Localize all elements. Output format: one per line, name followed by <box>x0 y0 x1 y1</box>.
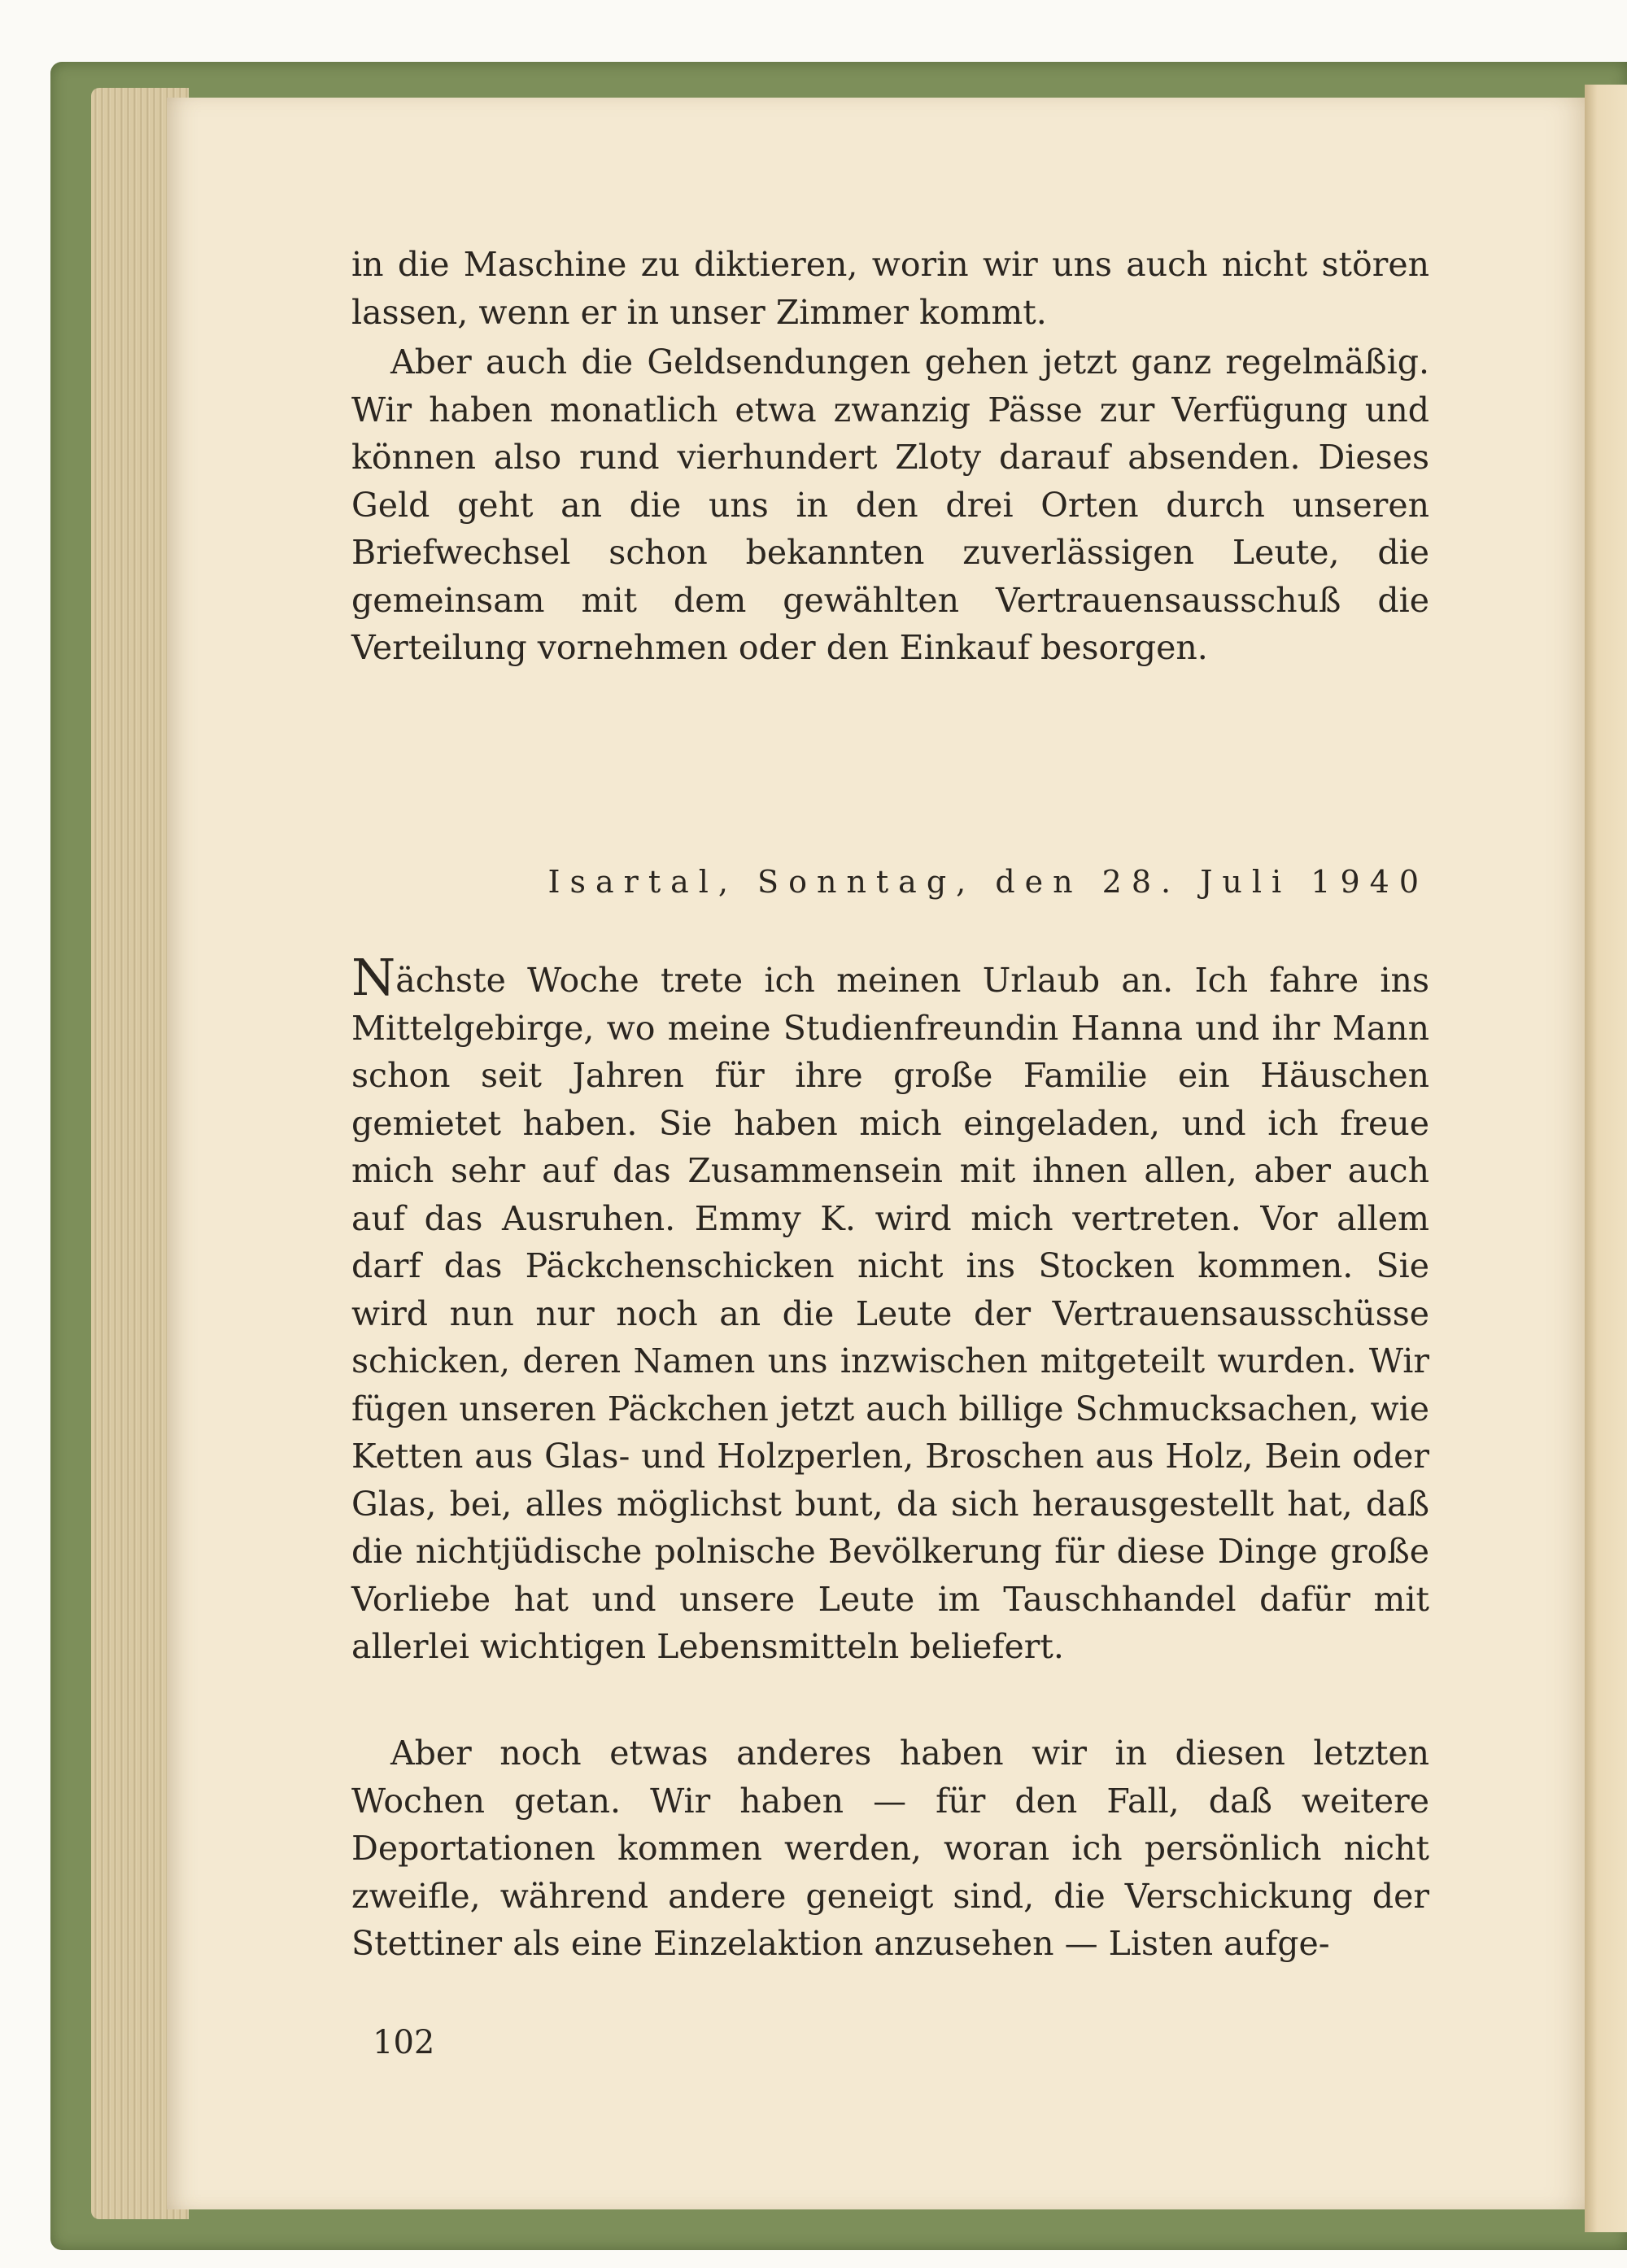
page-number: 102 <box>373 2024 435 2061</box>
diary-entry-paragraph <box>351 948 1429 1671</box>
money-paragraph: Aber auch die Geldsendungen gehen jetzt ganz regelmäßig. Wir haben monatlich etwa zwanzig Pässe zur Verfügung und können also rund vierhundert Zloty darauf absenden. Dieses Geld geht an die uns in den drei Orten durch unseren Briefwechsel schon bekannten zuverlässigen Leute, die gemeinsam mit dem gewählten Vertrauensausschuß die Verteilung vornehmen oder den Einkauf besorgen. <box>351 342 1429 667</box>
lists-paragraph: Aber noch etwas anderes haben wir in diesen letzten Wochen getan. Wir haben — für den Fall, daß weitere Deportationen kommen werden, woran ich persönlich nicht zweifle, während andere geneigt sind, die Verschickung der Stettiner als eine Einzelaktion anzusehen — Listen aufge- <box>351 1734 1429 1963</box>
facing-page-edge <box>1585 85 1627 2232</box>
continuation-paragraph: in die Maschine zu diktieren, worin wir uns auch nicht stören lassen, wenn er in unser Zimmer kommt. <box>351 245 1429 332</box>
drop-cap: N <box>351 948 396 1007</box>
diary-entry-heading: Isartal, Sonntag, den 28. Juli 1940 <box>547 864 1429 900</box>
diary-entry-text: ächste Woche trete ich meinen Urlaub an. Ich fahre ins Mittelgebirge, wo meine Studienfreundin Hanna und ihr Mann schon seit Jahren für ihre große Familie ein Häuschen gemietet haben. Sie haben mich eingeladen, und ich freue mich sehr auf das Zusammensein mit ihnen allen, aber auch auf das Ausruhen. Emmy K. wird mich vertreten. Vor allem darf das Päckchenschicken nicht ins Stocken kommen. Sie wird nun nur noch an die Leute der Vertrauensausschüsse schicken, deren Namen uns inzwischen mitgeteilt wurden. Wir fügen unseren Päckchen jetzt auch billige Schmucksachen, wie Ketten aus Glas- und Holzperlen, Broschen aus Holz, Bein oder Glas, bei, alles möglichst bunt, da sich herausgestellt hat, daß die nichtjüdische polnische Bevölkerung für diese Dinge große Vorliebe hat und unsere Leute im Tauschhandel dafür mit allerlei wichtigen Lebensmitteln beliefert. <box>351 961 1429 1666</box>
